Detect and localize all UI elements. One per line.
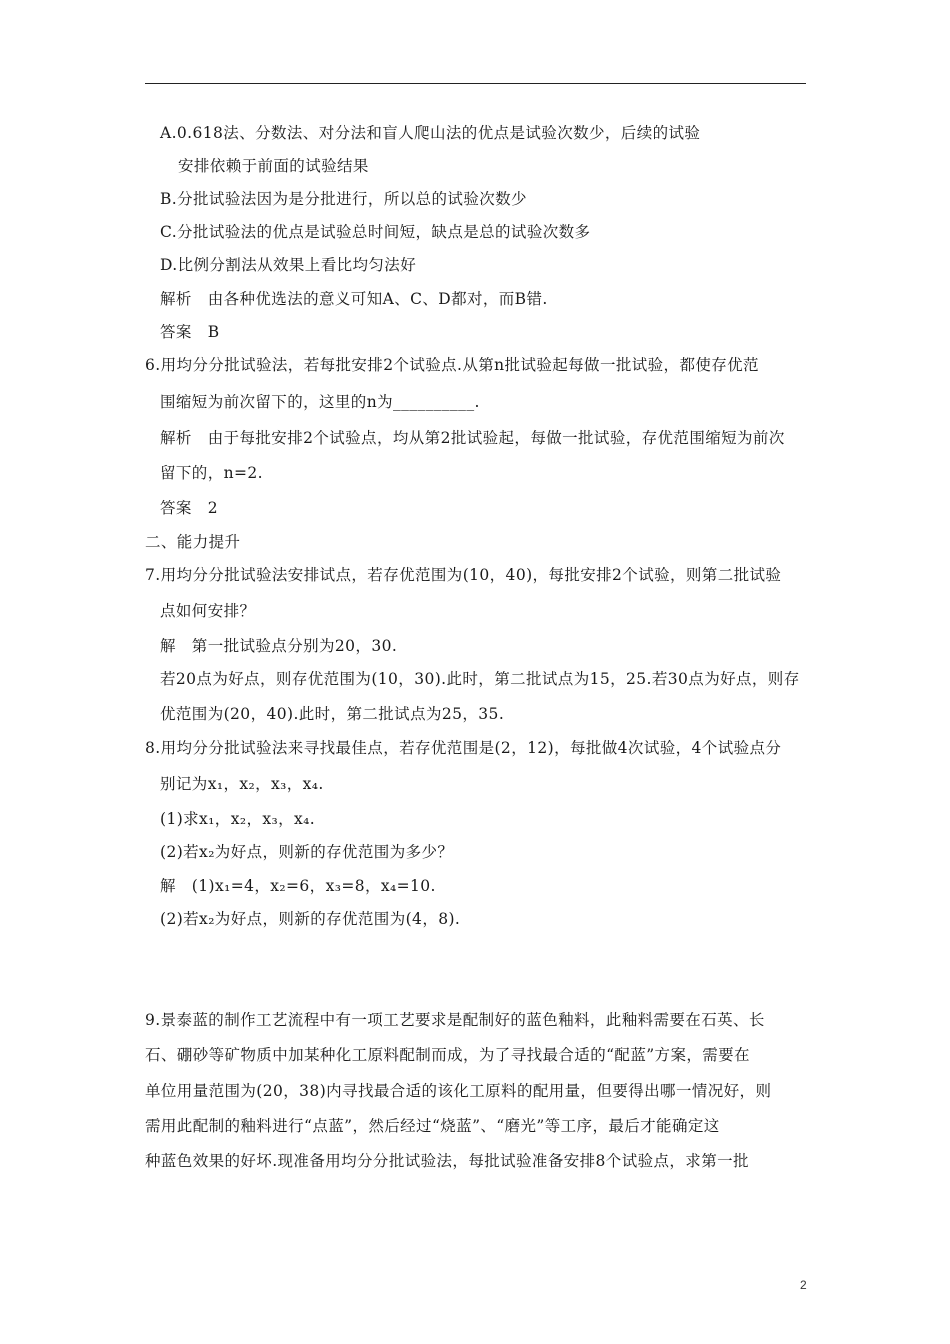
text-line: 二、能力提升 <box>145 533 241 551</box>
text-line: 点如何安排？ <box>160 602 256 620</box>
text-line: 种蓝色效果的好坏.现准备用均分分批试验法，每批试验准备安排8个试验点，求第一批 <box>145 1152 749 1170</box>
text-line: 6.用均分分批试验法，若每批安排2个试验点.从第n批试验起每做一批试验，都使存优范 <box>145 356 759 374</box>
text-line: 需用此配制的釉料进行“点蓝”，然后经过“烧蓝”、“磨光”等工序，最后才能确定这 <box>145 1117 720 1135</box>
text-line: 若20点为好点，则存优范围为(10，30).此时，第二批试点为15，25.若30点为好点，则存 <box>160 670 800 688</box>
header-rule <box>145 83 806 84</box>
text-line: D.比例分割法从效果上看比均匀法好 <box>160 256 417 274</box>
text-line: A.0.618法、分数法、对分法和盲人爬山法的优点是试验次数少，后续的试验 <box>160 124 701 142</box>
text-line: 留下的，n=2. <box>160 464 263 482</box>
text-line: 7.用均分分批试验法安排试点，若存优范围为(10，40)，每批安排2个试验，则第二批试验 <box>145 566 782 584</box>
text-line: 围缩短为前次留下的，这里的n为__________. <box>160 393 480 411</box>
text-line: (2)若x₂为好点，则新的存优范围为多少？ <box>160 843 454 861</box>
text-line: 9.景泰蓝的制作工艺流程中有一项工艺要求是配制好的蓝色釉料，此釉料需要在石英、长 <box>145 1011 765 1029</box>
text-line: 石、硼砂等矿物质中加某种化工原料配制而成，为了寻找最合适的“配蓝”方案，需要在 <box>145 1046 750 1064</box>
text-line: 解 (1)x₁=4，x₂=6，x₃=8，x₄=10. <box>160 877 436 895</box>
text-line: 单位用量范围为(20，38)内寻找最合适的该化工原料的配用量，但要得出哪一情况好，则 <box>145 1082 772 1100</box>
text-line: 解析 由于每批安排2个试验点，均从第2批试验起，每做一批试验，存优范围缩短为前次 <box>160 429 785 447</box>
text-line: 答案 B <box>160 323 220 341</box>
text-line: (1)求x₁，x₂，x₃，x₄. <box>160 810 316 828</box>
text-line: 别记为x₁，x₂，x₃，x₄. <box>160 775 324 793</box>
text-line: 安排依赖于前面的试验结果 <box>178 157 369 175</box>
text-line: 8.用均分分批试验法来寻找最佳点，若存优范围是(2，12)，每批做4次试验，4个试验点分 <box>145 739 782 757</box>
text-line: B.分批试验法因为是分批进行，所以总的试验次数少 <box>160 190 527 208</box>
text-line: C.分批试验法的优点是试验总时间短，缺点是总的试验次数多 <box>160 223 591 241</box>
page-number: 2 <box>800 1278 807 1292</box>
text-line: 答案 2 <box>160 499 218 517</box>
text-line: 解析 由各种优选法的意义可知A、C、D都对，而B错. <box>160 290 548 308</box>
text-line: 解 第一批试验点分别为20，30. <box>160 637 398 655</box>
text-line: 优范围为(20，40).此时，第二批试点为25，35. <box>160 705 505 723</box>
text-line: (2)若x₂为好点，则新的存优范围为(4，8). <box>160 910 461 928</box>
